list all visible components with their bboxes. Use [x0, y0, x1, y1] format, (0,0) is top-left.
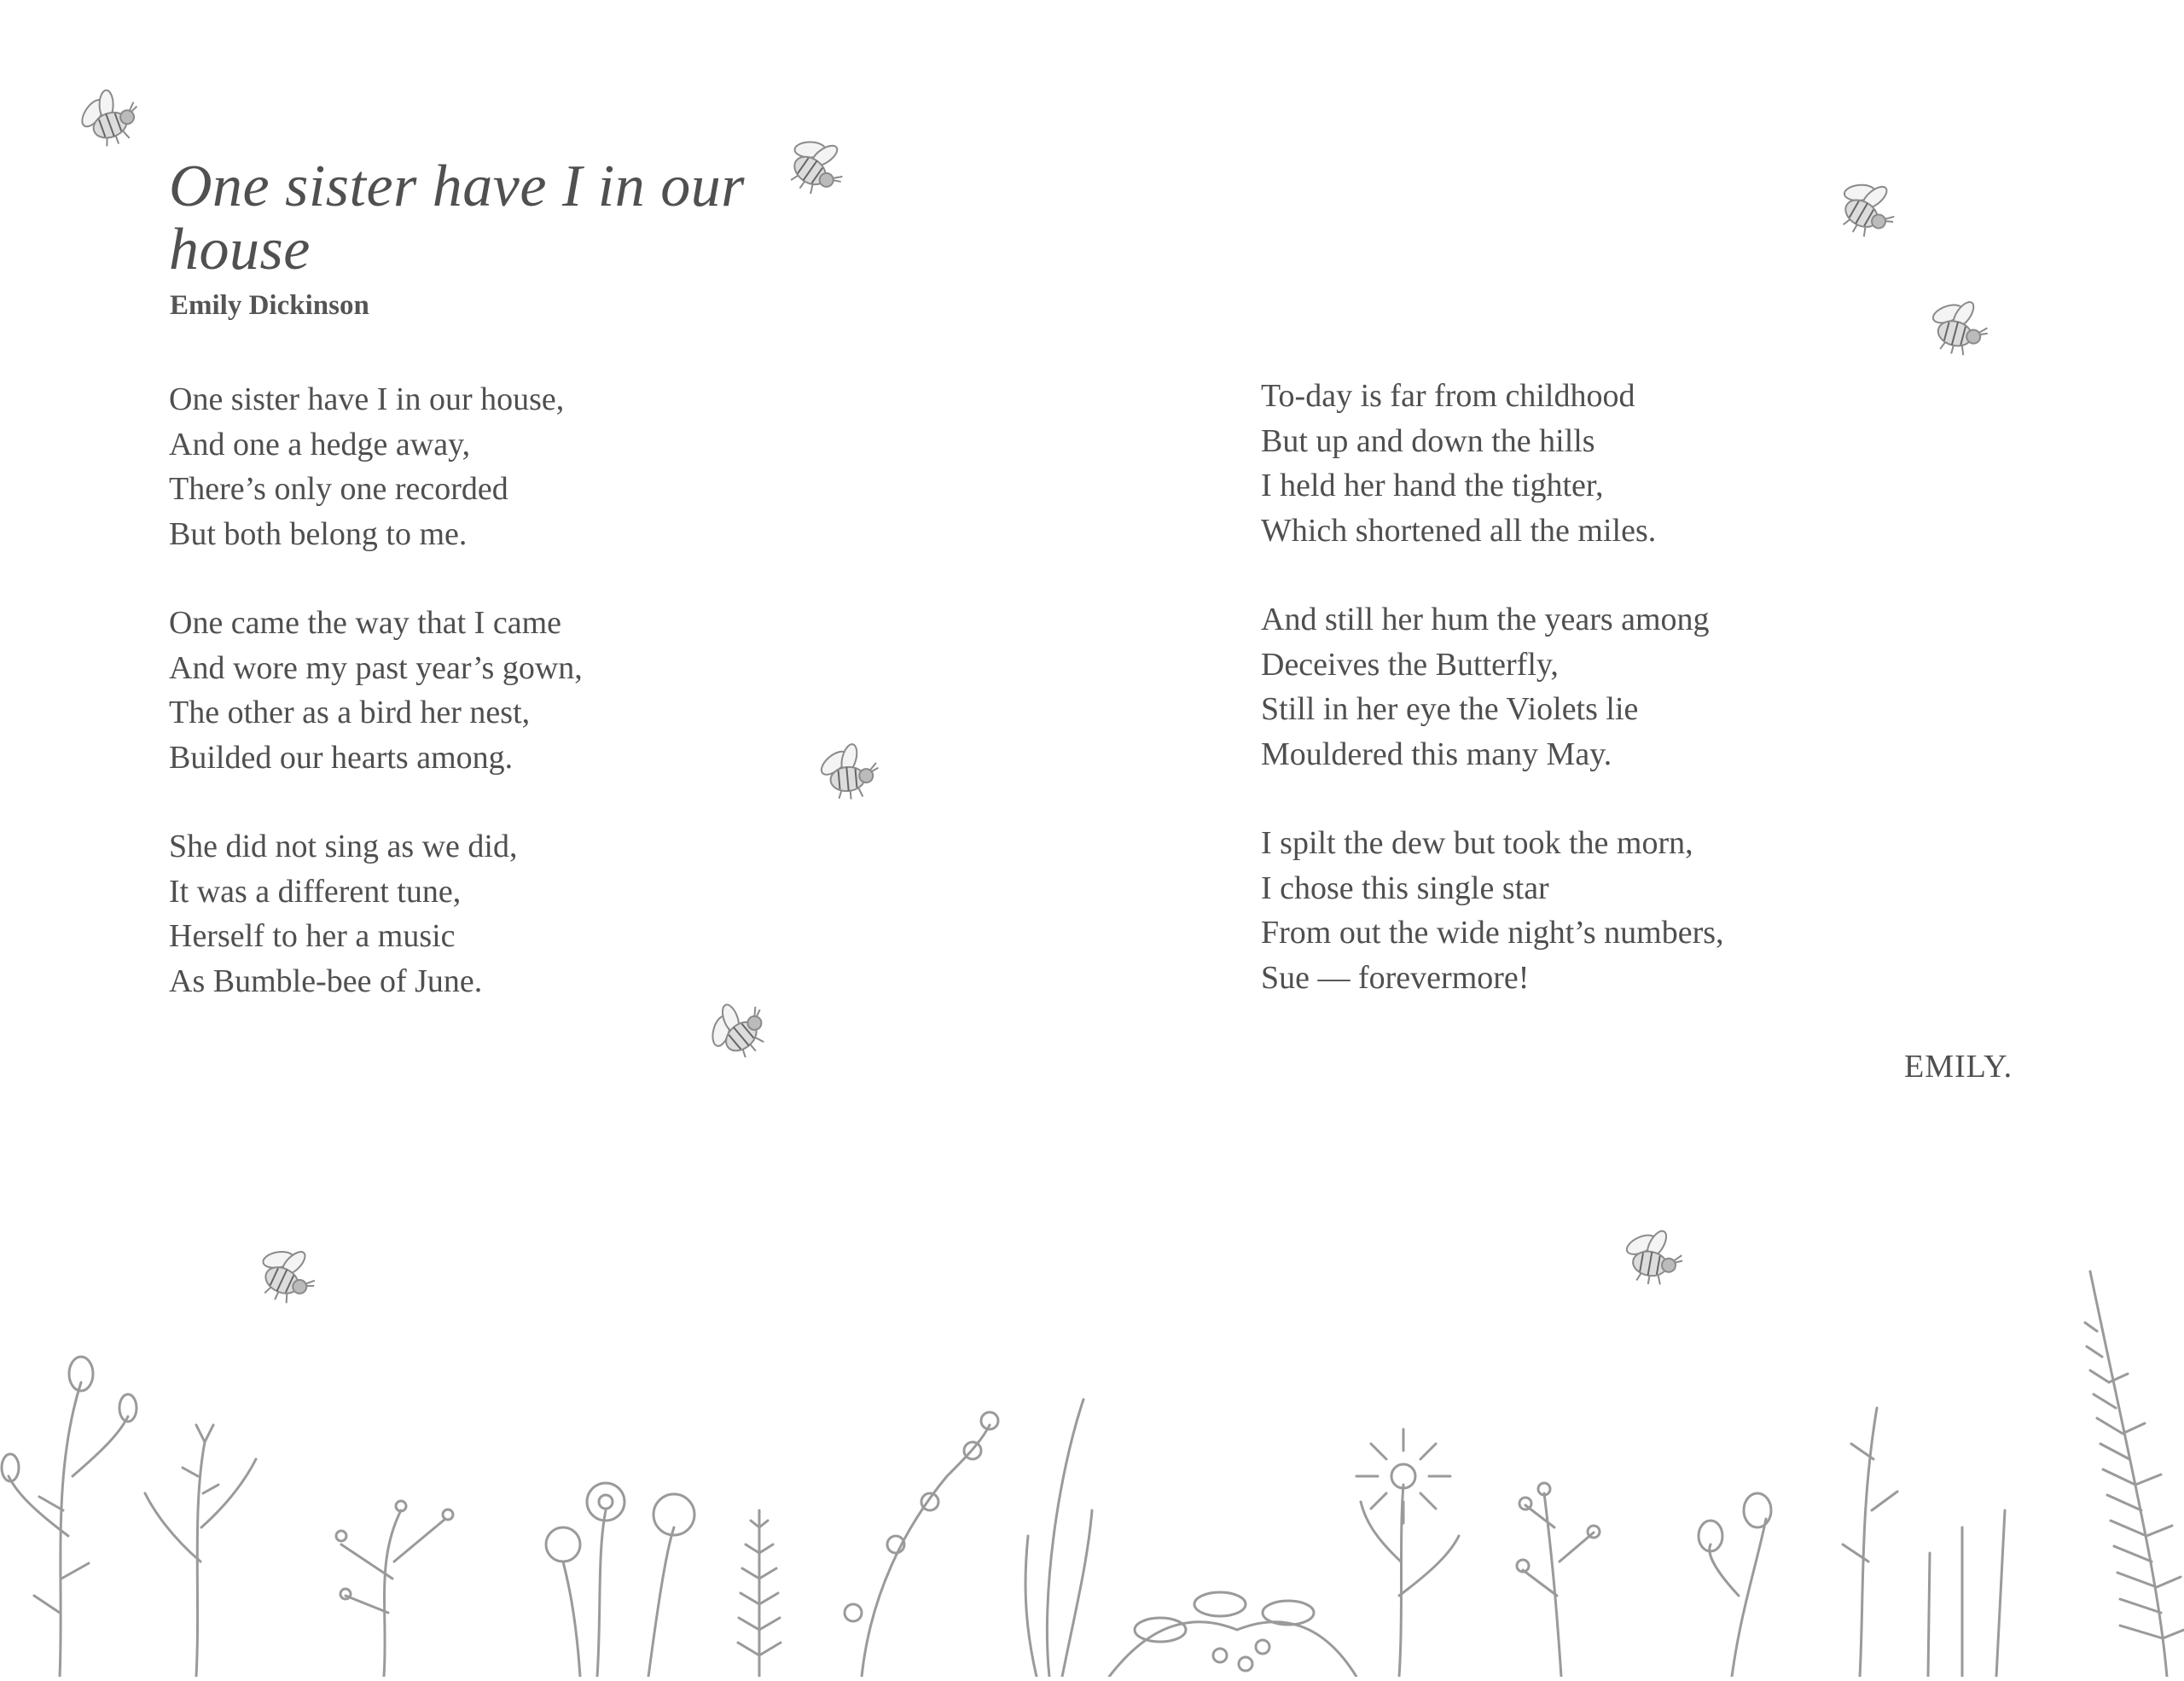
- poem-line: Which shortened all the miles.: [1261, 512, 1657, 549]
- stanza: [169, 601, 817, 780]
- poem-line: To-day is far from childhood: [1261, 378, 1635, 414]
- poem-line: But both belong to me.: [169, 515, 468, 552]
- poem-line: One sister have I in our house,: [169, 381, 565, 417]
- poem-signature: EMILY.: [1904, 1049, 2013, 1085]
- stanza: [169, 824, 817, 1003]
- poem-line: But up and down the hills: [1261, 422, 1595, 459]
- bee-icon: [805, 732, 889, 816]
- poem-line: Mouldered this many May.: [1261, 736, 1612, 772]
- stanza: [1261, 597, 1909, 777]
- stanza: [1261, 374, 1909, 553]
- wildflower-border-icon: [0, 1254, 2184, 1677]
- poem-line: She did not sing as we did,: [169, 829, 518, 864]
- poem-line: From out the wide night’s numbers,: [1261, 915, 1724, 951]
- poem-line: Sue — forevermore!: [1261, 959, 1530, 996]
- bee-icon: [1812, 157, 1917, 262]
- bee-icon: [59, 71, 157, 169]
- poem-line: As Bumble-bee of June.: [169, 963, 483, 999]
- poem-line: Still in her eye the Violets lie: [1261, 691, 1639, 727]
- poem-line: Deceives the Butterfly,: [1261, 646, 1559, 683]
- poem-column-left: [169, 377, 817, 1048]
- poem-line: It was a different tune,: [169, 873, 462, 910]
- poem-author: Emily Dickinson: [170, 290, 369, 321]
- poem-line: And still her hum the years among: [1261, 602, 1710, 637]
- poem-line: I held her hand the tighter,: [1261, 468, 1604, 503]
- poem-column-right: [1261, 374, 1909, 1044]
- poem-line: And one a hedge away,: [169, 426, 471, 462]
- poem-line: Builded our hearts among.: [169, 739, 514, 776]
- stanza: [169, 377, 817, 556]
- poem-line: The other as a bird her nest,: [169, 695, 531, 730]
- poem-line: I chose this single star: [1261, 870, 1549, 906]
- stanza: [1261, 821, 1909, 1000]
- poem-title: One sister have I in our house: [169, 154, 745, 282]
- poem-line: I spilt the dew but took the morn,: [1261, 825, 1693, 861]
- poem-line: One came the way that I came: [169, 605, 561, 641]
- poem-line: Herself to her a music: [169, 918, 456, 954]
- poem-line: And wore my past year’s gown,: [169, 649, 583, 686]
- bee-icon: [1909, 282, 2003, 375]
- poem-line: There’s only one recorded: [169, 471, 508, 507]
